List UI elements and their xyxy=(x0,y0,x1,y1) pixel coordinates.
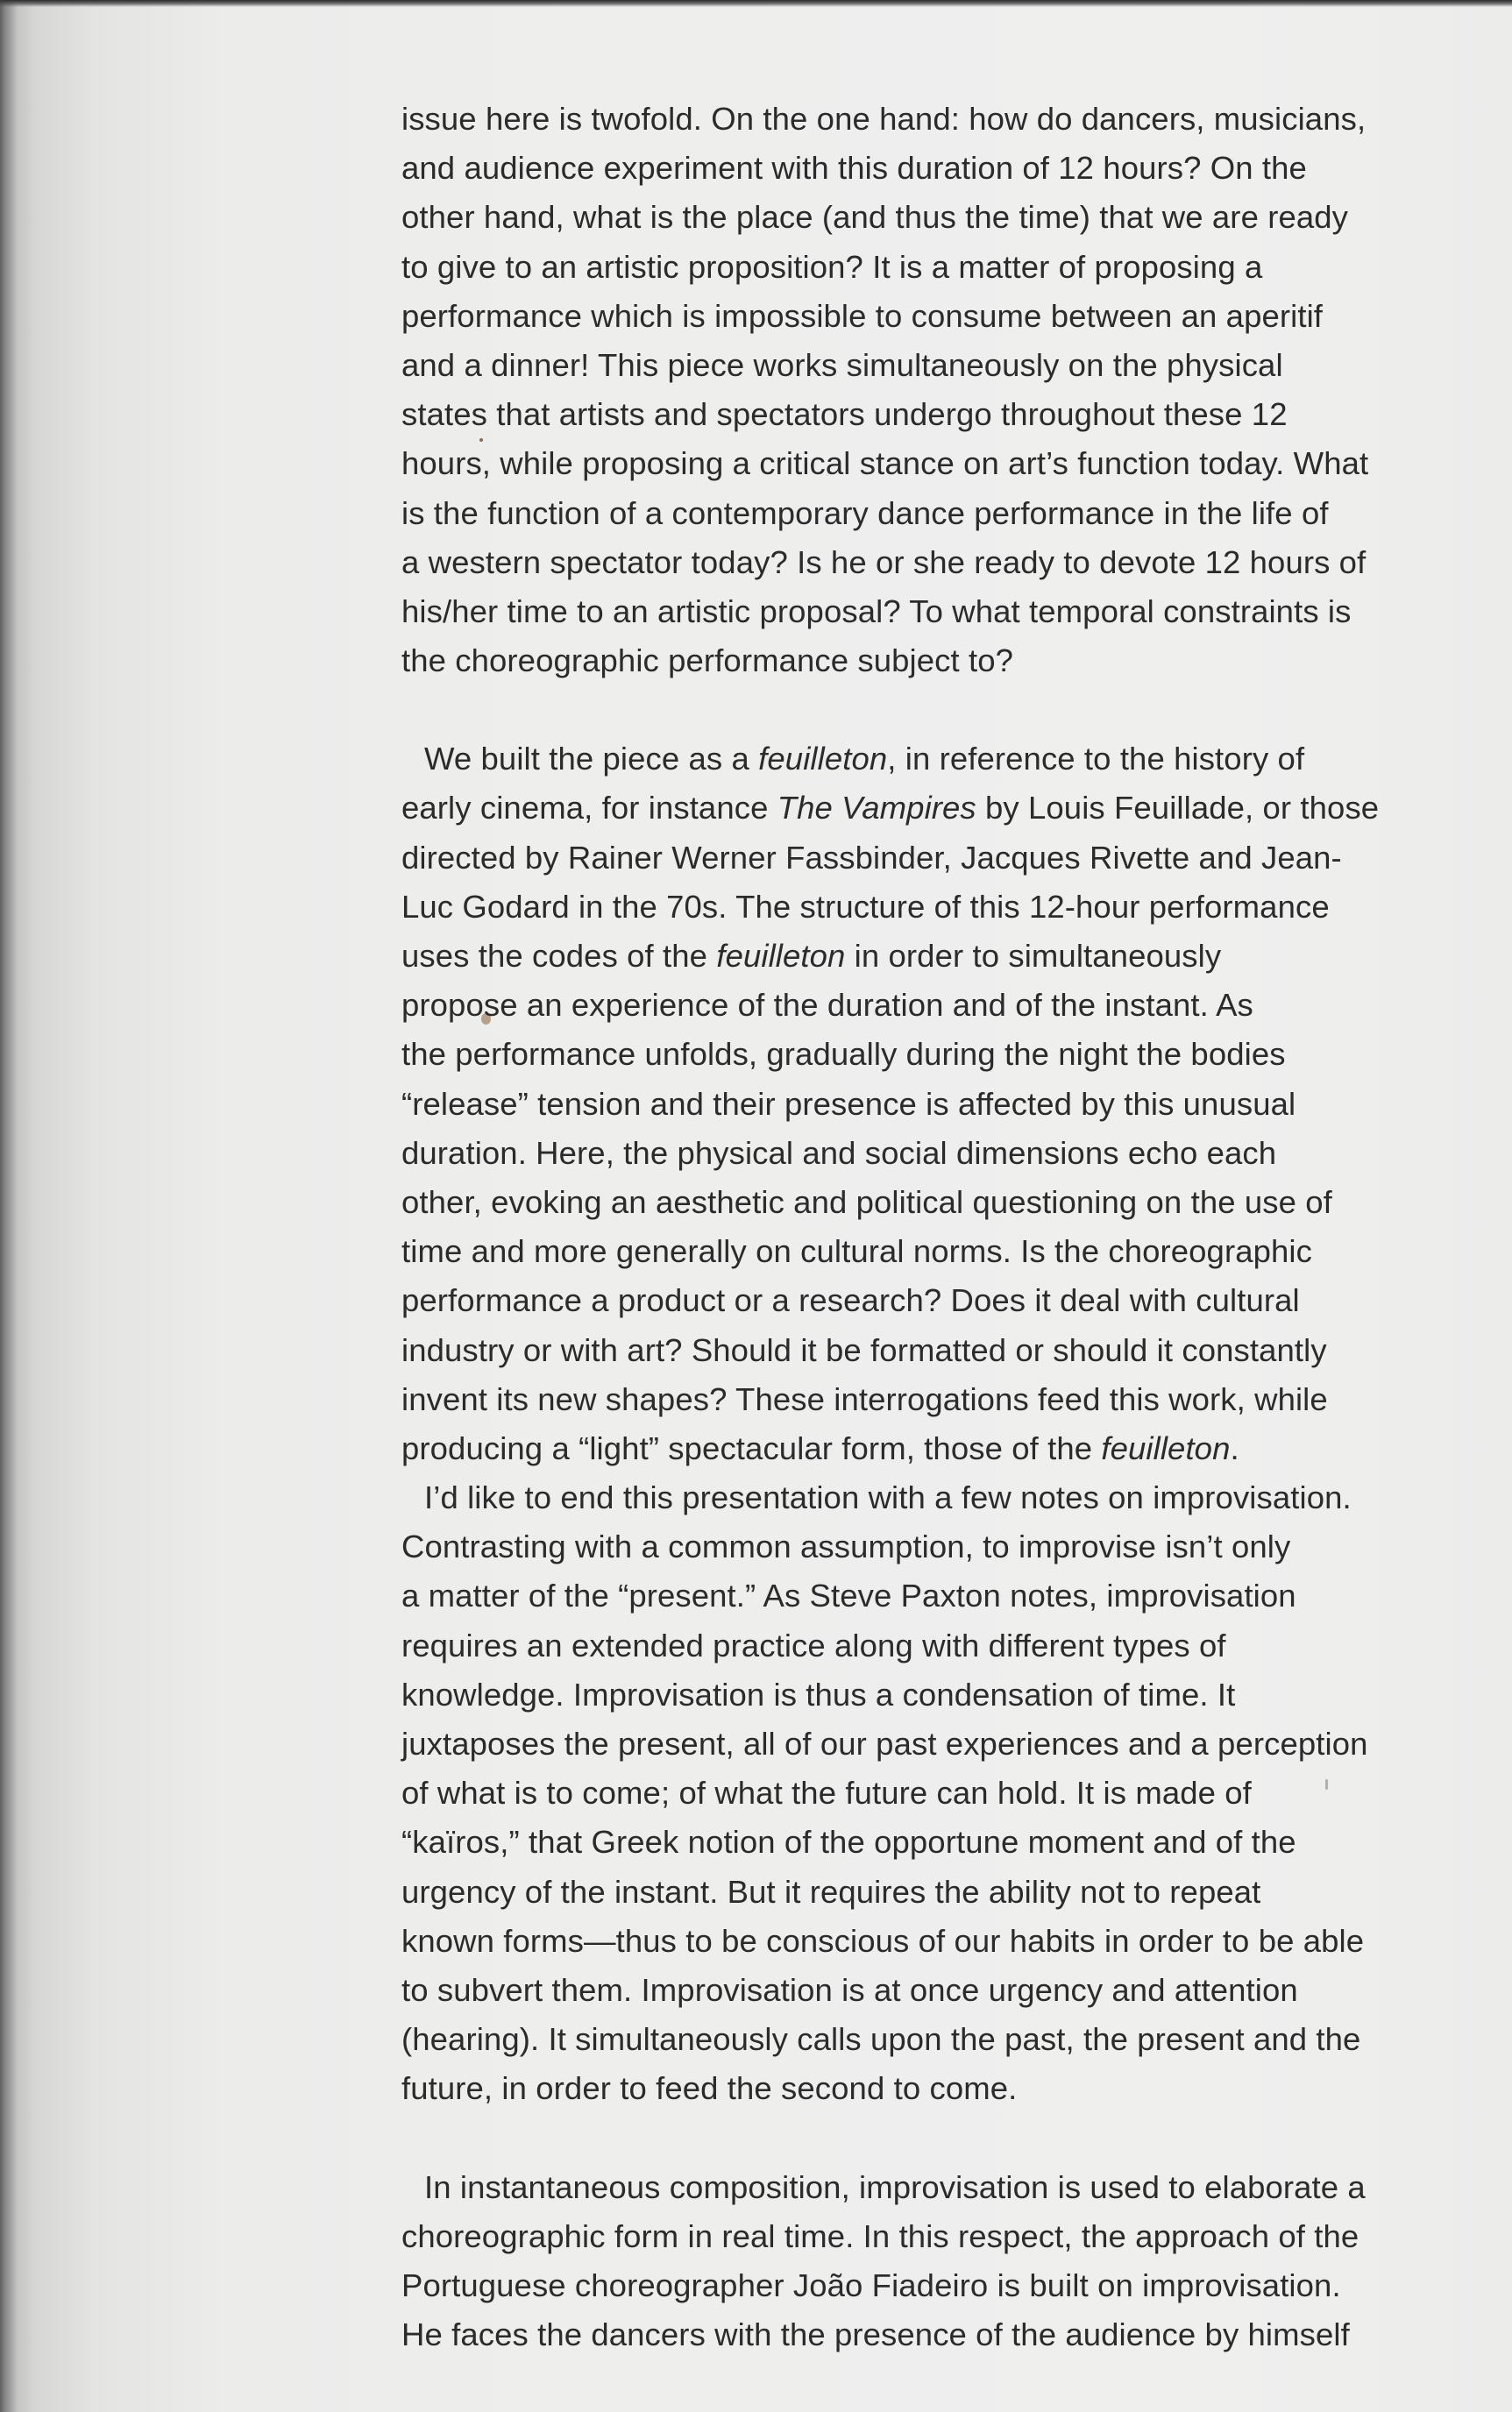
text-line: the choreographic performance subject to? xyxy=(401,642,1014,679)
text-line: producing a “light” spectacular form, those of the feuilleton. xyxy=(401,1429,1239,1466)
text-line: “kaïros,” that Greek notion of the opportune moment and of the xyxy=(401,1824,1296,1861)
paragraph-gap xyxy=(401,685,1392,734)
text-line: In instantaneous composition, improvisation is used to elaborate a xyxy=(424,2168,1366,2205)
text-line: propose an experience of the duration and of the instant. As xyxy=(401,987,1253,1024)
text-line: other, evoking an aesthetic and political questioning on the use of xyxy=(401,1183,1332,1220)
text-line: and audience experiment with this duration of 12 hours? On the xyxy=(401,150,1307,187)
text-line: choreographic form in real time. In this respect, the approach of the xyxy=(401,2217,1359,2254)
text-line: his/her time to an artistic proposal? To what temporal constraints is xyxy=(401,592,1352,629)
text-line: future, in order to feed the second to come. xyxy=(401,2070,1018,2107)
text-line: “release” tension and their presence is affected by this unusual xyxy=(401,1085,1296,1122)
text-line: known forms—thus to be conscious of our habits in order to be able xyxy=(401,1922,1365,1959)
text-line: (hearing). It simultaneously calls upon the past, the present and the xyxy=(401,2021,1361,2058)
text-line: invent its new shapes? These interrogations feed this work, while xyxy=(401,1380,1328,1417)
text-line: performance which is impossible to consume between an aperitif xyxy=(401,297,1324,334)
page-top-edge xyxy=(0,0,1512,7)
text-line: directed by Rainer Werner Fassbinder, Jacques Rivette and Jean- xyxy=(401,839,1342,876)
paragraph xyxy=(401,95,1392,685)
text-line: early cinema, for instance The Vampires by Louis Feuillade, or those xyxy=(401,790,1380,826)
text-line: other hand, what is the place (and thus the time) that we are ready xyxy=(401,199,1349,236)
body-text xyxy=(401,95,1392,2359)
text-line: is the function of a contemporary dance performance in the life of xyxy=(401,494,1329,531)
text-line: I’d like to end this presentation with a few notes on improvisation. xyxy=(424,1479,1352,1516)
binding-shadow xyxy=(0,0,18,2412)
paragraph-gap xyxy=(401,2114,1392,2163)
text-line: requires an extended practice along with different types of xyxy=(401,1627,1226,1664)
text-line: and a dinner! This piece works simultaneously on the physical xyxy=(401,346,1283,383)
text-line: He faces the dancers with the presence of the audience by himself xyxy=(401,2316,1350,2353)
text-line: a western spectator today? Is he or she ready to devote 12 hours of xyxy=(401,543,1366,580)
text-line: the performance unfolds, gradually during the night the bodies xyxy=(401,1036,1286,1073)
paragraph xyxy=(401,2163,1392,2360)
paragraph xyxy=(401,1473,1392,2113)
text-line: urgency of the instant. But it requires the ability not to repeat xyxy=(401,1873,1261,1910)
text-line: time and more generally on cultural norms. Is the choreographic xyxy=(401,1233,1312,1270)
text-line: performance a product or a research? Does it deal with cultural xyxy=(401,1282,1300,1319)
text-line: of what is to come; of what the future can hold. It is made of xyxy=(401,1775,1252,1812)
text-line: Portuguese choreographer João Fiadeiro is built on improvisation. xyxy=(401,2267,1341,2303)
text-line: industry or with art? Should it be formatted or should it constantly xyxy=(401,1331,1327,1368)
paragraph xyxy=(401,734,1392,1473)
text-line: knowledge. Improvisation is thus a condensation of time. It xyxy=(401,1676,1236,1713)
text-line: Luc Godard in the 70s. The structure of this 12-hour performance xyxy=(401,888,1330,925)
text-line: duration. Here, the physical and social dimensions echo each xyxy=(401,1134,1277,1171)
text-line: issue here is twofold. On the one hand: how do dancers, musicians, xyxy=(401,101,1366,137)
text-line: Contrasting with a common assumption, to improvise isn’t only xyxy=(401,1529,1291,1565)
text-line: hours, while proposing a critical stance on art’s function today. What xyxy=(401,445,1369,482)
text-line: to subvert them. Improvisation is at once urgency and attention xyxy=(401,1971,1298,2008)
text-line: states that artists and spectators undergo throughout these 12 xyxy=(401,396,1288,433)
text-line: juxtaposes the present, all of our past experiences and a perception xyxy=(401,1726,1368,1762)
text-line: uses the codes of the feuilleton in order to simultaneously xyxy=(401,938,1222,974)
text-line: to give to an artistic proposition? It is a matter of proposing a xyxy=(401,248,1263,285)
text-line: a matter of the “present.” As Steve Paxton notes, improvisation xyxy=(401,1578,1296,1614)
text-line: We built the piece as a feuilleton, in reference to the history of xyxy=(424,741,1305,777)
